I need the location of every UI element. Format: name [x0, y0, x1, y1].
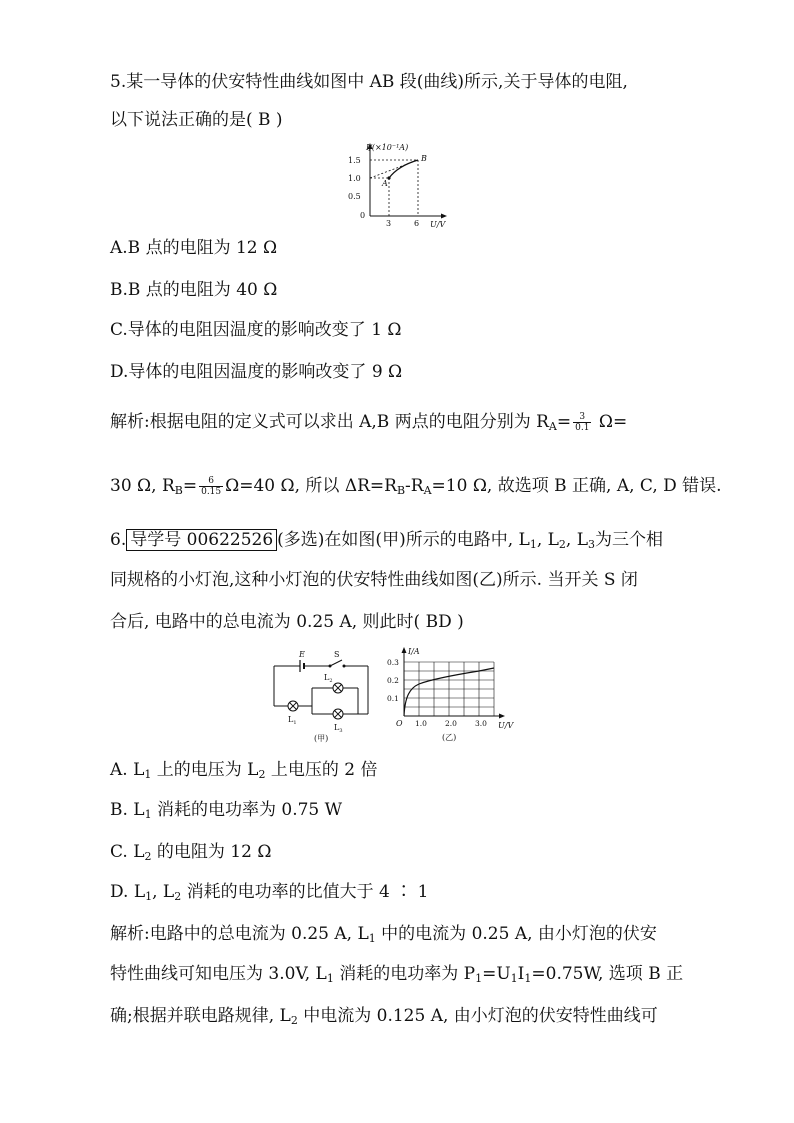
q5-option-b: B.B 点的电阻为 40 Ω: [110, 280, 278, 300]
q5-analysis-line2: 30 Ω, $R_B=$ $\frac{6}{0.15}$ Ω=40 Ω, 所以 $\Delta R=R_B-R_A=10$ Ω, 故选项 B 正确, A, C, D 错误.: [110, 476, 722, 497]
x-tick-label: 6: [414, 219, 420, 228]
y-tick-label: 0: [360, 211, 366, 220]
q6-analysis-line1: 解析:电路中的总电流为 0.25 A, $L_1$ 中的电流为 0.25 A, 由小灯泡的伏安: [110, 924, 657, 945]
x-tick-label: 3: [386, 219, 392, 228]
q5-stem-line2: 以下说法正确的是( B ): [110, 110, 283, 130]
q6-iu-graph: [384, 644, 524, 744]
lamp-l2-label: $L_2$: [324, 673, 333, 684]
circuit-caption: (甲): [314, 734, 329, 743]
fraction: $\frac{3}{0.1}$: [575, 412, 590, 433]
switch-label: S: [334, 650, 340, 659]
y-tick-label: 1.5: [348, 156, 361, 165]
q5-option-d: D.导体的电阻因温度的影响改变了 9 Ω: [110, 362, 403, 382]
x-axis-label: U/V: [430, 220, 446, 229]
origin-label: O: [396, 719, 403, 728]
q5-analysis-line1: 解析:根据电阻的定义式可以求出 A,B 两点的电阻分别为 $R_A=$ $\frac{3}{0.1}$ Ω=: [110, 412, 628, 433]
fraction: $\frac{6}{0.15}$: [201, 476, 222, 497]
q6-option-d: D. $L_1$, $L_2$ 消耗的电功率的比值大于 4 ∶ 1: [110, 882, 429, 903]
y-tick-label: 0.3: [387, 658, 399, 667]
point-a: [387, 176, 390, 179]
point-a-label: A: [382, 179, 388, 188]
q6-stem-line2: 同规格的小灯泡,这种小灯泡的伏安特性曲线如图(乙)所示. 当开关 S 闭: [110, 570, 638, 590]
q5-option-a: A.B 点的电阻为 12 Ω: [110, 238, 278, 258]
graph-caption: (乙): [442, 733, 457, 742]
q6-analysis-line2: 特性曲线可知电压为 3.0V, $L_1$ 消耗的电功率为 $P_1=U_1I_1=0.75W$, 选项 B 正: [110, 964, 684, 985]
q6-option-b: B. $L_1$ 消耗的电功率为 0.75 W: [110, 800, 343, 821]
y-tick-label: 1.0: [348, 174, 361, 183]
x-tick-label: 3.0: [475, 719, 487, 728]
y-axis-label: I/(×10⁻¹A): [366, 143, 409, 152]
q6-analysis-line3: 确;根据并联电路规律, $L_2$ 中电流为 0.125 A, 由小灯泡的伏安特性曲线可: [110, 1006, 658, 1027]
x-tick-label: 1.0: [415, 719, 427, 728]
x-tick-label: 2.0: [445, 719, 457, 728]
q6-circuit-diagram: [266, 648, 376, 744]
q6-stem-line1: 6. 导学号 00622526 (多选)在如图(甲)所示的电路中, $L_1$, $L_2$, $L_3$为三个相: [110, 530, 664, 551]
q5-stem-line1: 5.某一导体的伏安特性曲线如图中 AB 段(曲线)所示,关于导体的电阻,: [110, 72, 628, 92]
y-tick-label: 0.1: [387, 694, 399, 703]
q6-option-a: A. $L_1$ 上的电压为 $L_2$ 上电压的 2 倍: [110, 760, 378, 781]
y-axis-label: I/A: [408, 647, 420, 656]
lamp-l1-label: $L_1$: [288, 715, 297, 726]
q6-option-c: C. $L_2$ 的电阻为 12 Ω: [110, 842, 272, 863]
lamp-l3-label: $L_3$: [334, 723, 343, 734]
x-axis-label: U/V: [498, 721, 514, 730]
q5-iu-graph: [340, 140, 460, 232]
q5-option-c: C.导体的电阻因温度的影响改变了 1 Ω: [110, 320, 402, 340]
y-tick-label: 0.2: [387, 676, 399, 685]
y-tick-label: 0.5: [348, 192, 361, 201]
switch-blade: [330, 660, 342, 666]
ref-number-box: 导学号 00622526: [126, 529, 277, 551]
point-b-label: B: [421, 154, 427, 163]
q6-stem-line3: 合后, 电路中的总电流为 0.25 A, 则此时( BD ): [110, 612, 464, 632]
battery-label: E: [299, 650, 305, 659]
